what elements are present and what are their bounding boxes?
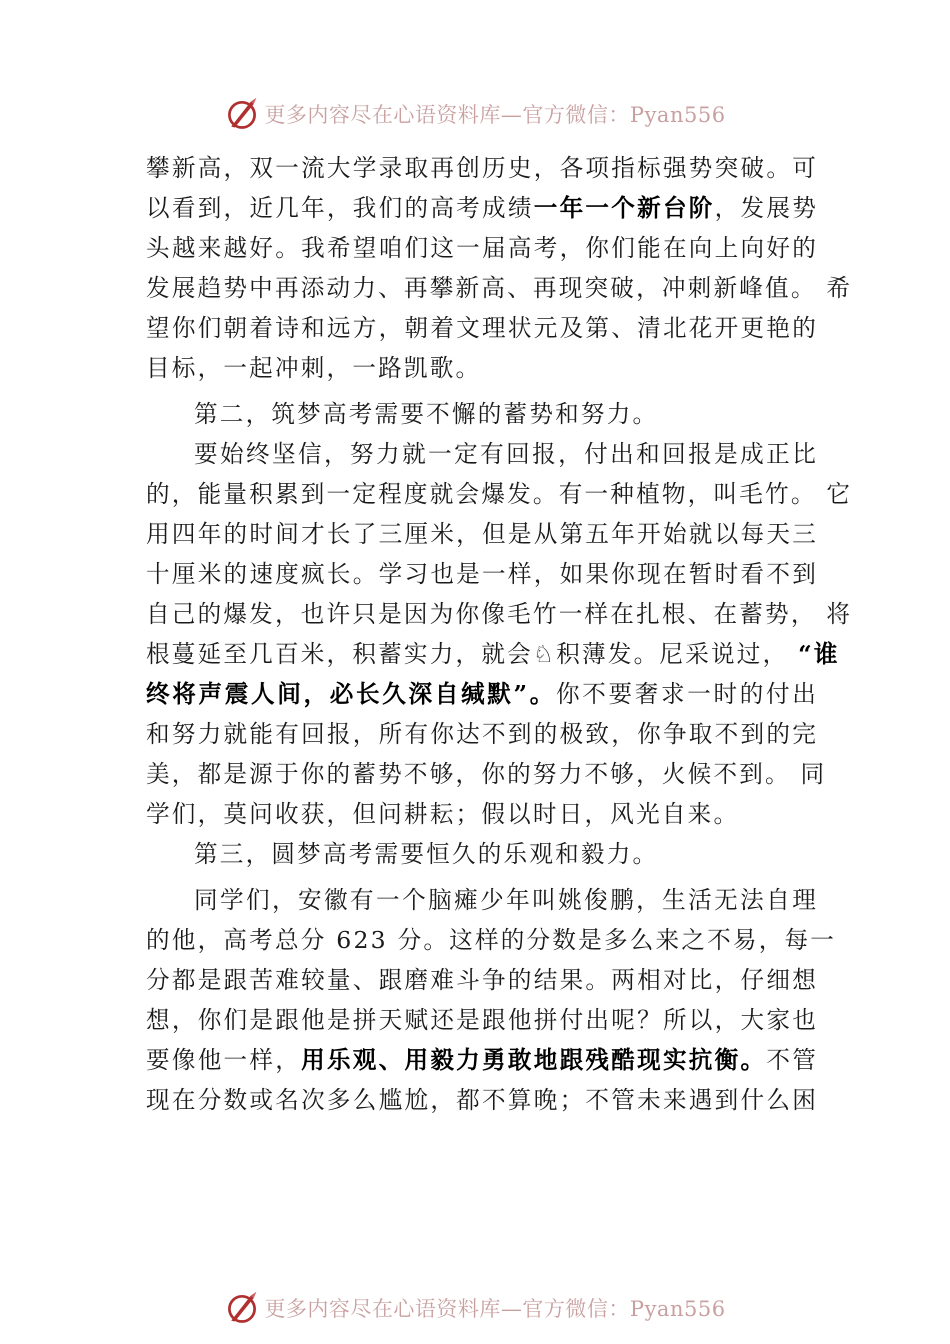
text-line [146,554,818,594]
text-line [146,514,818,554]
text-line [146,308,818,348]
text-run: 第二，筑梦高考需要不懈的蓄势和努力。 [194,400,659,428]
text-line [146,268,853,308]
text-line [146,434,818,474]
text-run: 想，你们是跟他是拼天赋还是跟他拼付出呢？所以，大家也 [146,1006,818,1034]
text-run: 现在分数或名次多么尴尬，都不算晚；不管未来遇到什么困 [146,1086,818,1114]
quill-pen-circle-logo-icon [224,96,260,132]
text-line [146,794,818,834]
text-run: 你不要奢求一时的付出 [555,680,819,708]
text-run: 和努力就能有回报，所有你达不到的极致，你争取不到的完 [146,720,818,748]
text-run: 美，都是源于你的蓄势不够，你的努力不够，火候不到。 同 [146,760,827,788]
text-run: 要像他一样， [146,1046,302,1074]
text-run: 发展趋势中再添动力、再攀新高、再现突破，冲刺新峰值。 希 [146,274,853,302]
text-run: 以看到，近几年，我们的高考成绩 [146,194,534,222]
text-run: 望你们朝着诗和远方，朝着文理状元及第、清北花开更艳的 [146,314,818,342]
document-body [146,148,853,1120]
bold-text-run: 用乐观、用毅力勇敢地跟残酷现实抗衡。 [301,1046,767,1074]
text-run: ，发展势 [714,194,818,222]
text-line [146,634,840,674]
text-run: 学们，莫问收获，但问耕耘；假以时日，风光自来。 [146,800,740,828]
text-line [146,594,853,634]
text-run: 根蔓延至几百米，积蓄实力，就会♘积薄发。尼采说过， [146,640,799,668]
text-line [146,228,818,268]
banner-text: 更多内容尽在心语资料库—官方微信：Pyan556 [264,1297,726,1321]
text-run: 头越来越好。我希望咱们这一届高考，你们能在向上向好的 [146,234,818,262]
text-line [146,1080,818,1120]
text-line [146,148,818,188]
text-run: 攀新高，双一流大学录取再创历史，各项指标强势突破。可 [146,154,818,182]
text-run: 的他，高考总分 623 分。这样的分数是多么来之不易，每一 [146,926,837,954]
text-line [146,714,818,754]
bold-text-run: 一年一个新台阶 [533,194,715,222]
text-line [146,188,818,228]
text-run: 目标，一起冲刺，一路凯歌。 [146,354,482,382]
bold-text-run: “谁 [798,640,840,668]
text-line [146,674,818,714]
text-line [146,474,853,514]
text-run: 同学们，安徽有一个脑瘫少年叫姚俊鹏，生活无法自理 [194,886,818,914]
text-line [146,880,818,920]
bold-text-run: 终将声震人间，必长久深自缄默”。 [146,680,556,708]
text-line [146,834,818,874]
text-line [146,1000,818,1040]
footer-banner [0,1288,950,1328]
text-run: 分都是跟苦难较量、跟磨难斗争的结果。两相对比，仔细想 [146,966,818,994]
text-line [146,394,818,434]
text-line [146,960,818,1000]
header-banner [0,94,950,134]
text-line [146,920,837,960]
text-run: 十厘米的速度疯长。学习也是一样，如果你现在暂时看不到 [146,560,818,588]
text-run: 的，能量积累到一定程度就会爆发。有一种植物，叫毛竹。 它 [146,480,853,508]
text-line [146,754,827,794]
text-line [146,1040,818,1080]
text-run: 不管 [766,1046,819,1074]
banner-text: 更多内容尽在心语资料库—官方微信：Pyan556 [264,103,726,127]
quill-pen-circle-logo-icon [224,1290,260,1326]
text-line [146,348,818,388]
text-run: 第三，圆梦高考需要恒久的乐观和毅力。 [194,840,659,868]
text-run: 要始终坚信，努力就一定有回报，付出和回报是成正比 [194,440,818,468]
text-run: 用四年的时间才长了三厘米，但是从第五年开始就以每天三 [146,520,818,548]
text-run: 自己的爆发，也许只是因为你像毛竹一样在扎根、在蓄势， 将 [146,600,853,628]
